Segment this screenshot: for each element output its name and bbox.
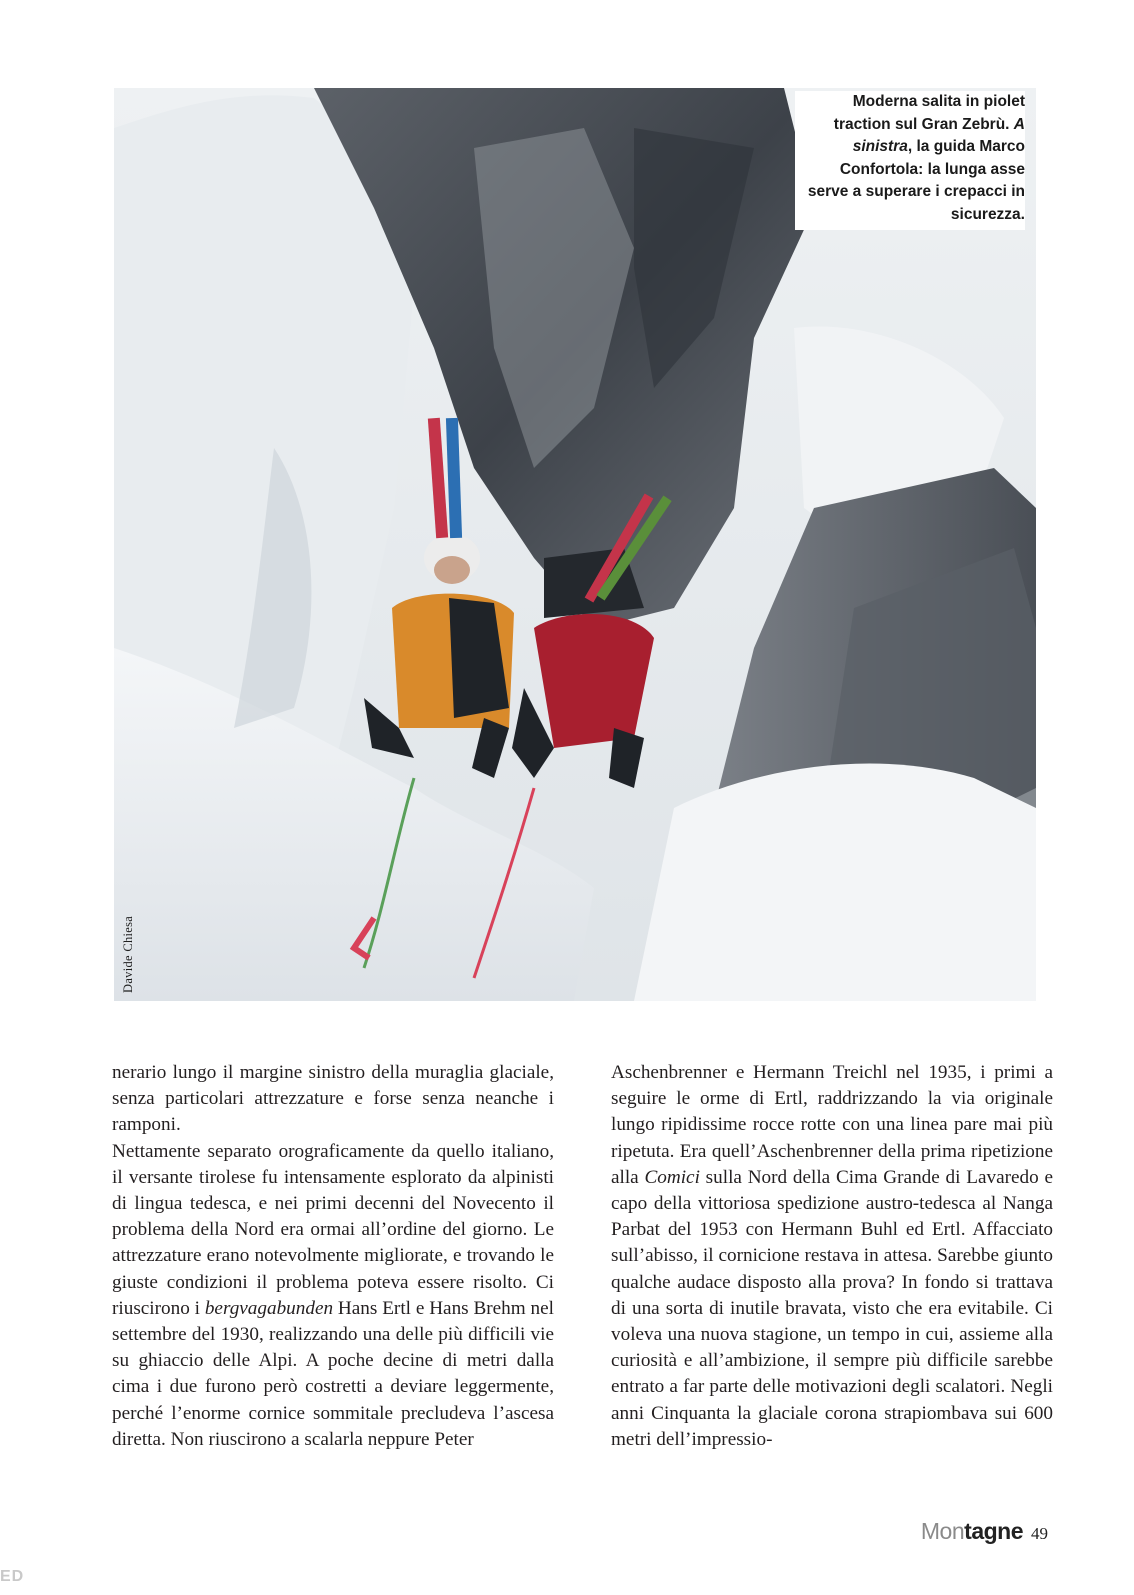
italic-term: Comici bbox=[644, 1166, 700, 1188]
climbing-photo bbox=[114, 88, 1036, 1001]
caption-text-1: Moderna salita in piolet traction sul Gran Zebrù. bbox=[833, 93, 1025, 133]
page-number: 49 bbox=[1031, 1524, 1048, 1543]
magazine-logo bbox=[921, 1518, 1023, 1545]
photo-credit: Davide Chiesa bbox=[121, 915, 135, 993]
caption-italic: A sinistra bbox=[852, 115, 1025, 155]
paragraph-text: Aschenbrenner e Hermann Treichl nel 1935, i primi a seguire le orme di Ertl, raddrizzando la via originale lungo ripidissime rocce rotte con una linea pare mai più ripetuta. Era quell’Aschenbrenner della prima ripetizione alla bbox=[611, 1062, 1053, 1188]
photo-caption bbox=[795, 91, 1025, 230]
paragraph-text: Hans Ertl e Hans Brehm nel settembre del 1930, realizzando una delle più difficili vie su ghiaccio delle Alpi. A poche decine di metri dalla cima i due furono però costretti a deviare leggermente, perché l’enorme cornice sommitale precludeva l’ascesa diretta. Non riuscirono a scalarla neppure Peter bbox=[112, 1297, 554, 1450]
text-column-right bbox=[611, 1060, 1053, 1453]
paragraph bbox=[611, 1060, 1053, 1453]
paragraph-text: sulla Nord della Cima Grande di Lavaredo e capo della vittoriosa spedizione austro-tedesca al Nanga Parbat del 1953 con Hermann Buhl ed Ertl. Affacciato sull’abisso, il cornicione restava in attesa. Sarebbe giunto qualche audace disposto alla prova? In fondo si trattava di una sorta di inutile bravata, visto che era evitabile. Ci voleva una nuova stagione, un tempo in cui, assieme alla curiosità e all’ambizione, il sempre più difficile sarebbe entrato a far parte delle motivazioni degli scalatori. Negli anni Cinquanta la glaciale corona strapiombava sui 600 metri dell’impressio- bbox=[611, 1166, 1053, 1450]
paragraph-text: Nettamente separato orograficamente da quello italiano, il versante tirolese fu intensamente esplorato da alpinisti di lingua tedesca, e nei primi decenni del Novecento il problema della Nord era ormai all’ordine del giorno. Le attrezzature erano notevolmente migliorate, e trovando le giuste condizioni il problema poteva essere risolto. Ci riuscirono i bbox=[112, 1140, 554, 1319]
page-footer bbox=[921, 1518, 1048, 1545]
caption-text-2: , la guida Marco Confortola: la lunga asse serve a superare i crepacci in sicurezza. bbox=[807, 138, 1025, 223]
logo-part-bold: agne bbox=[971, 1518, 1023, 1544]
logo-part-light: Mon bbox=[920, 1518, 965, 1544]
paragraph: nerario lungo il margine sinistro della muraglia glaciale, senza particolari attrezzature e forse senza neanche i ramponi. bbox=[112, 1062, 554, 1136]
text-column-left bbox=[112, 1060, 554, 1453]
logo-part-mid: t bbox=[964, 1518, 972, 1544]
paragraph bbox=[112, 1139, 554, 1453]
italic-term: bergvagabunden bbox=[204, 1297, 334, 1319]
edge-mark: ED bbox=[0, 1568, 25, 1585]
